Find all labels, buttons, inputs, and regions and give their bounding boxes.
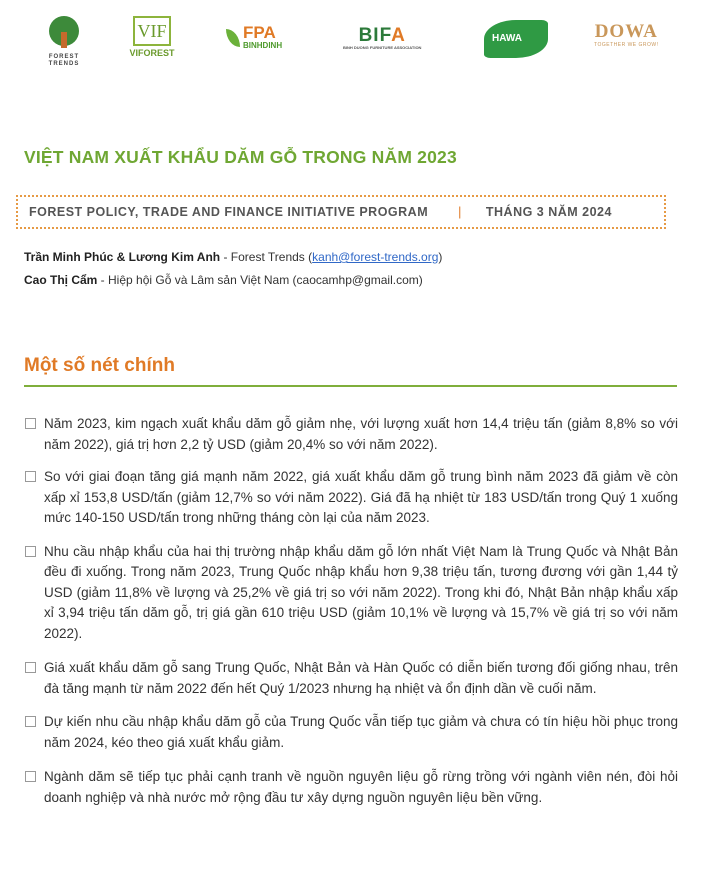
report-title: VIỆT NAM XUẤT KHẨU DĂM GỖ TRONG NĂM 2023: [24, 147, 457, 167]
forest-trends-logo: [46, 16, 82, 68]
list-item-text: Dự kiến nhu cầu nhập khẩu dăm gỗ của Trung Quốc vẫn tiếp tục giảm và chưa có tín hiệu hồi phục trong năm 2024, kéo theo giá xuất khẩu giảm.: [44, 714, 678, 750]
list-item-text: Giá xuất khẩu dăm gỗ sang Trung Quốc, Nhật Bản và Hàn Quốc có diễn biến tương đối giống nhau, trên đà tăng mạnh từ năm 2022 đến hết Quý 1/2023 nhưng hạ nhiệt và ổn định dần về cuối năm.: [44, 660, 678, 696]
forest-trends-label: FOREST TRENDS: [48, 54, 80, 67]
author-affiliation: - Hiệp hội Gỗ và Lâm sản Việt Nam (caocamhp@gmail.com): [97, 273, 423, 287]
program-banner: [16, 195, 666, 229]
list-item: [24, 767, 678, 808]
dowa-tagline: TOGETHER WE GROW!: [594, 42, 659, 48]
list-item: [24, 658, 678, 699]
author-close-paren: ): [438, 250, 443, 264]
author-line: [24, 273, 423, 287]
fpa-label: FPA: [243, 23, 276, 42]
list-item: [24, 467, 678, 529]
list-item: [24, 414, 678, 455]
author-names: Cao Thị Cẩm: [24, 273, 98, 287]
fpa-sub-label: BINHDINH: [243, 41, 283, 50]
checkbox-bullet-icon: [25, 418, 36, 429]
list-item-text: Nhu cầu nhập khẩu của hai thị trường nhập khẩu dăm gỗ lớn nhất Việt Nam là Trung Quốc và Nhật Bản đều đi xuống. Trong năm 2023, Trung Quốc nhập khẩu hơn 9,38 triệu tấn, tương đương với gần 1,44 tỷ USD (giảm 11,8% về lượng và 25,2% về giá trị so với năm 2022). Trong khi đó, Nhật Bản nhập khẩu xấp xỉ 3,94 triệu tấn dăm gỗ, trị giá gần 610 triệu USD (giảm 10,1% về lượng và 15,7% về giá trị so với năm 2022).: [44, 543, 678, 641]
author-line: [24, 250, 442, 264]
program-name: FOREST POLICY, TRADE AND FINANCE INITIATIVE PROGRAM: [29, 205, 429, 219]
bifa-logo: [343, 26, 421, 50]
viforest-mark-icon: VIF: [133, 16, 171, 46]
hawa-label: HAWA: [492, 33, 522, 44]
leaf-icon: [226, 29, 240, 47]
list-item-text: Năm 2023, kim ngạch xuất khẩu dăm gỗ giảm nhẹ, với lượng xuất hơn 14,4 triệu tấn (giảm 8,8% so với năm 2022), giá trị hơn 2,2 tỷ USD (giảm 20,4% so với năm 2022).: [44, 416, 678, 452]
list-item-text: So với giai đoạn tăng giá mạnh năm 2022, giá xuất khẩu dăm gỗ trung bình năm 2023 đã giảm về còn xấp xỉ 153,8 USD/tấn (giảm 12,7% so với năm 2022). Giá đã hạ nhiệt từ 183 USD/tấn trong Quý 1 xuống mức 140-150 USD/tấn trong những tháng còn lại của năm 2023.: [44, 469, 678, 525]
dowa-label: DOWA: [594, 21, 658, 42]
list-item-text: Ngành dăm sẽ tiếp tục phải cạnh tranh về nguồn nguyên liệu gỗ rừng trồng với ngành viên nén, đòi hỏi doanh nghiệp và nhà nước mở rộng đầu tư xây dựng nguồn nguyên liệu bền vững.: [44, 769, 678, 805]
dowa-logo: [594, 22, 659, 48]
fpa-binhdinh-logo: [226, 24, 282, 51]
highlights-heading: Một số nét chính: [24, 355, 175, 376]
banner-separator: |: [458, 205, 462, 219]
bifa-label: BIF: [358, 25, 392, 46]
viforest-label: VIFOREST: [129, 48, 175, 58]
tree-icon: [49, 16, 79, 46]
list-item: [24, 712, 678, 753]
checkbox-bullet-icon: [25, 662, 36, 673]
publication-date: THÁNG 3 NĂM 2024: [485, 205, 612, 219]
hawa-logo: [484, 20, 548, 58]
author-names: Trần Minh Phúc & Lương Kim Anh: [24, 250, 221, 264]
section-divider: [24, 385, 677, 387]
checkbox-bullet-icon: [25, 771, 36, 782]
partner-logos: [0, 14, 714, 74]
checkbox-bullet-icon: [25, 471, 36, 482]
list-item: [24, 542, 678, 645]
viforest-logo: [124, 16, 180, 58]
bifa-sub-label: BINH DUONG FURNITURE ASSOCIATION: [343, 45, 422, 50]
author-email-link[interactable]: kanh@forest-trends.org: [312, 250, 439, 264]
bifa-accent: A: [391, 25, 406, 46]
checkbox-bullet-icon: [25, 546, 36, 557]
author-affiliation: - Forest Trends (: [220, 250, 313, 264]
highlights-list: [24, 414, 678, 808]
checkbox-bullet-icon: [25, 716, 36, 727]
